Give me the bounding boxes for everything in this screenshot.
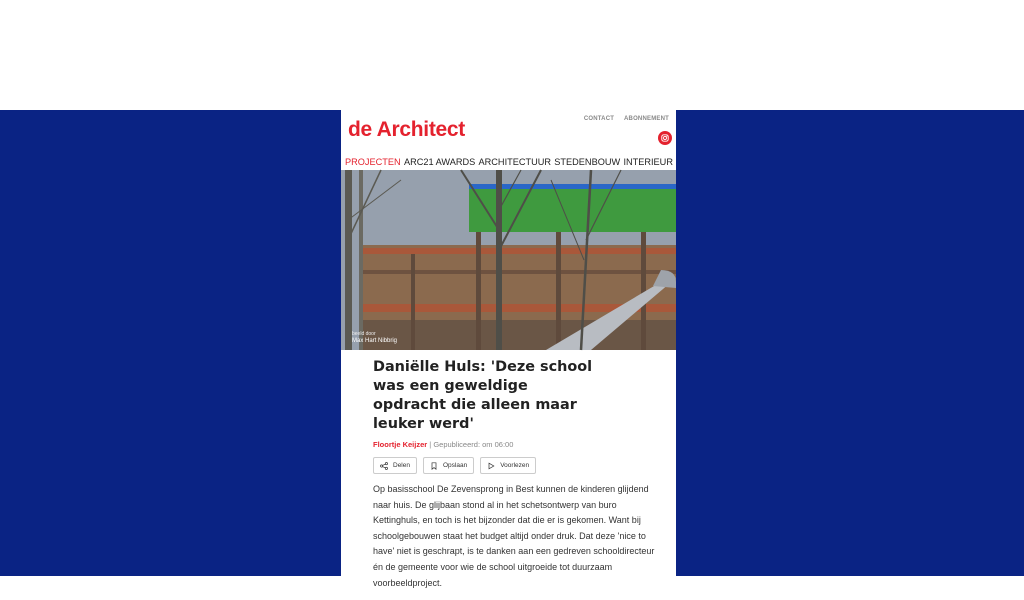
publish-time: Gepubliceerd: om 06:00 — [433, 440, 514, 449]
photo-credit — [352, 331, 397, 345]
nav-item-stedenbouw[interactable]: STEDENBOUW — [554, 157, 621, 167]
article-content — [373, 358, 663, 600]
instagram-icon[interactable] — [658, 131, 672, 145]
nav-item-arc21-awards[interactable]: ARC21 AWARDS — [403, 157, 476, 167]
nav-item-interieur[interactable]: INTERIEUR — [623, 157, 673, 167]
site-header — [341, 110, 676, 155]
mobile-article-page — [341, 110, 676, 588]
photo-credit-name: Max Hart Nibbrig — [352, 338, 398, 344]
hero-image — [341, 170, 676, 350]
play-icon — [487, 462, 495, 470]
article-actions — [373, 457, 663, 474]
author-link[interactable]: Floortje Keijzer — [373, 440, 428, 449]
share-label: Delen — [393, 462, 410, 469]
read-aloud-label: Voorlezen — [500, 462, 530, 469]
share-button[interactable] — [373, 457, 417, 474]
share-icon — [380, 462, 388, 470]
nav-item-projecten[interactable]: PROJECTEN — [345, 157, 401, 167]
site-logo[interactable]: de Architect — [348, 118, 465, 141]
top-links — [576, 116, 669, 122]
byline-separator: | — [429, 440, 432, 449]
save-label: Opslaan — [442, 462, 468, 469]
article-intro: Op basisschool De Zevensprong in Best kunnen de kinderen glijdend naar huis. De glijbaan stond al in het schetsontwerp van buro Kettinghuls, en toch is het bijzonder dat die er is gekomen. Want bij schoolgebouwen staat het budget altijd onder druk. Dat deze 'nice to have' niet is geschrapt, is te danken aan een gedreven schooldirecteur én de gemeente voor wie de school uitgroeide tot duurzaam voorbeeldproject. — [373, 484, 655, 588]
read-aloud-button[interactable] — [480, 457, 536, 474]
school-building-photo — [341, 170, 676, 350]
contact-link[interactable]: CONTACT — [583, 116, 615, 122]
save-button[interactable] — [423, 457, 474, 474]
main-nav — [341, 157, 676, 171]
photo-credit-label: beeld door — [352, 331, 376, 337]
abonnement-link[interactable]: ABONNEMENT — [624, 116, 669, 122]
nav-item-architectuur[interactable]: ARCHITECTUUR — [478, 157, 552, 167]
article-title: Daniëlle Huls: 'Deze school was een geweldige opdracht die alleen maar leuker werd' — [373, 359, 593, 432]
bookmark-icon — [430, 462, 438, 470]
article-byline — [373, 440, 663, 449]
